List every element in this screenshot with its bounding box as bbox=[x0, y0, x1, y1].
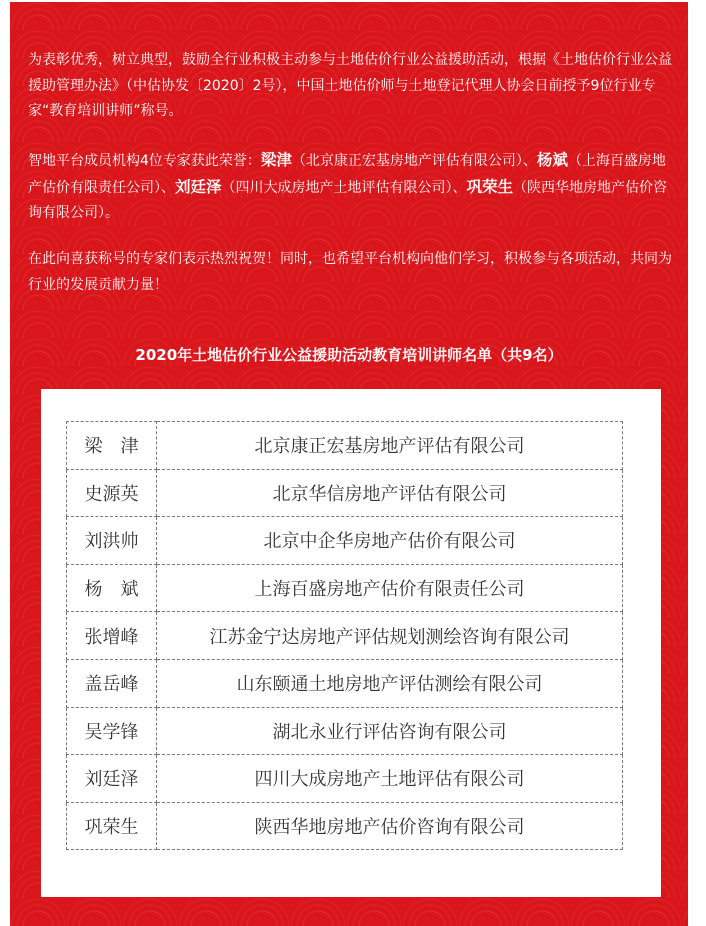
lecturer-org: 北京中企华房地产估价有限公司 bbox=[157, 517, 623, 565]
lecturer-name: 史源英 bbox=[67, 469, 157, 517]
lecturer-name: 梁 津 bbox=[67, 422, 157, 470]
lecturer-org: 北京华信房地产评估有限公司 bbox=[157, 469, 623, 517]
honoree-org: （上海百盛房地产估价有限责任公司） bbox=[28, 153, 666, 196]
lecturer-name: 吴学锋 bbox=[67, 707, 157, 755]
lecturer-name: 盖岳峰 bbox=[67, 659, 157, 707]
table-row bbox=[67, 422, 623, 470]
lecturer-name: 张增峰 bbox=[67, 612, 157, 660]
lecturer-name: 刘洪帅 bbox=[67, 517, 157, 565]
table-row bbox=[67, 755, 623, 803]
honoree-name: 杨斌 bbox=[536, 151, 568, 169]
article-poster bbox=[10, 2, 688, 926]
roster-table bbox=[66, 421, 623, 850]
lecturer-org: 四川大成房地产土地评估有限公司 bbox=[157, 755, 623, 803]
table-row bbox=[67, 564, 623, 612]
honoree-org: （四川大成房地产土地评估有限公司） bbox=[221, 179, 453, 196]
roster-card bbox=[41, 389, 661, 897]
honoree-name: 巩荣生 bbox=[466, 177, 514, 196]
table-row bbox=[67, 612, 623, 660]
lecturer-org: 江苏金宁达房地产评估规划测绘咨询有限公司 bbox=[157, 612, 623, 660]
lecturer-org: 湖北永业行评估咨询有限公司 bbox=[157, 707, 623, 755]
honoree-org: （北京康正宏基房地产评估有限公司） bbox=[291, 153, 523, 169]
honoree-separator: 。 bbox=[105, 205, 119, 221]
honoree-lead: 智地平台成员机构4位专家获此荣誉： bbox=[28, 153, 261, 169]
lecturer-name: 刘廷泽 bbox=[67, 755, 157, 803]
intro-paragraph: 为表彰优秀，树立典型，鼓励全行业积极主动参与土地估价行业公益援助活动，根据《土地估价行业公益援助管理办法》（中估协发〔2020〕2号），中国土地估价师与土地登记代理人协会日前授予9位行业专家“教育培训讲师”称号。 bbox=[28, 52, 672, 119]
table-row bbox=[67, 517, 623, 565]
lecturer-org: 上海百盛房地产估价有限责任公司 bbox=[157, 564, 623, 612]
congrats-paragraph: 在此向喜获称号的专家们表示热烈祝贺！同时，也希望平台机构向他们学习，积极参与各项活动，共同为行业的发展贡献力量！ bbox=[28, 251, 672, 293]
list-title: 2020年土地估价行业公益援助活动教育培训讲师名单（共9名） bbox=[135, 346, 563, 364]
honoree-name: 刘廷泽 bbox=[175, 177, 222, 196]
honoree-org: （陕西华地房地产估价咨询有限公司） bbox=[28, 179, 668, 221]
table-row bbox=[67, 802, 623, 850]
honoree-paragraph bbox=[28, 148, 672, 227]
table-row bbox=[67, 469, 623, 517]
honoree-separator: 、 bbox=[161, 179, 175, 196]
lecturer-name: 巩荣生 bbox=[67, 802, 157, 850]
table-row bbox=[67, 707, 623, 755]
honoree-name: 梁津 bbox=[260, 151, 292, 169]
lecturer-org: 陕西华地房地产估价咨询有限公司 bbox=[157, 802, 623, 850]
honoree-separator: 、 bbox=[522, 153, 537, 169]
lecturer-org: 山东颐通土地房地产评估测绘有限公司 bbox=[157, 659, 623, 707]
lecturer-name: 杨 斌 bbox=[67, 564, 157, 612]
lecturer-org: 北京康正宏基房地产评估有限公司 bbox=[157, 422, 623, 470]
honoree-separator: 、 bbox=[452, 179, 467, 196]
table-row bbox=[67, 659, 623, 707]
